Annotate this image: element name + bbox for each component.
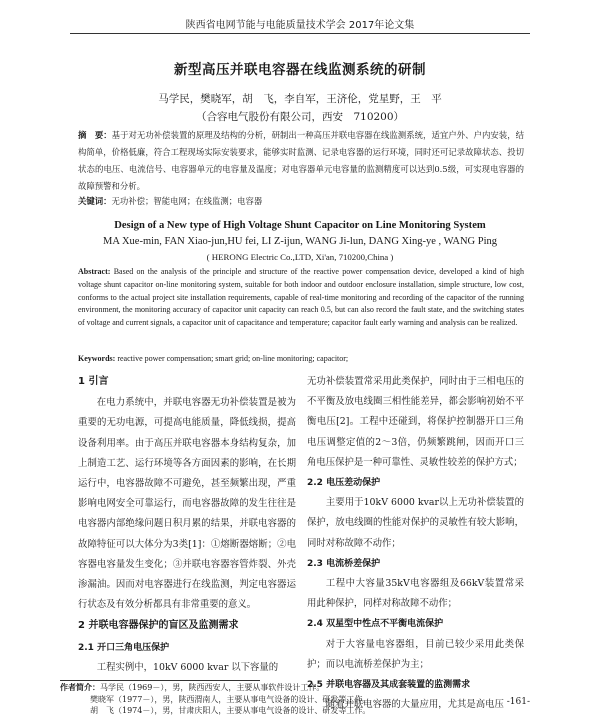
running-header: 陕西省电网节能与电能质量技术学会 2017年论文集 [185,20,415,31]
subsection-2-2-heading: 2.2 电压差动保护 [307,478,381,489]
keywords-cn-label: 关键词： [78,196,112,206]
paragraph: 对于大容量电容器组，目前已较少采用此类保护；而以电流桥差保护为主； [307,638,524,670]
footnote-row [60,682,530,694]
abstract-cn-label: 摘 要： [78,130,112,140]
footnote-text: 马学民（1969－），男，陕西西安人，主要从事软件设计工作。 [100,683,325,692]
section-1-heading: 1 引言 [78,376,109,387]
section-2-heading: 2 并联电容器保护的盲区及监测需求 [78,620,239,632]
subsection-2-5-heading: 2.5 并联电容器及其成套装置的监测需求 [307,680,471,691]
footnote-rule [60,680,260,681]
paragraph: 工程实例中，10kV 6000 kvar 以下容量的 [96,661,279,673]
footnote-text: 樊晓军（1977－），男，陕西渭南人，主要从事电气设备的设计、研发等工作。 [90,694,371,704]
paragraph: 无功补偿装置常采用此类保护，同时由于三相电压的不平衡及放电线圈三相性能差异，都会影响初始不平衡电压[2]。工程中还碰到，将保护控制器开口三角电压调整定值的2～3倍，仍频繁跳闸，因而开口三角电压保护是一种可靠性、灵敏性较差的保护方式； [307,376,524,468]
keywords-cn [78,195,524,207]
footnote-text: 胡 飞（1974－），男，甘肃庆阳人，主要从事电气设备的设计、研发等工作。 [90,706,371,715]
subsection-2-4-heading: 2.4 双星型中性点不平衡电流保护 [307,619,444,630]
keywords-cn-text: 无功补偿；智能电网；在线监测；电容器 [111,196,263,206]
authors-cn: 马学民，樊晓军，胡 飞，李自军，王济伦，党星野，王 平 [158,93,442,105]
affiliation-en: ( HERONG Electric Co.,LTD, Xi'an, 710200,China ) [206,252,394,262]
paragraph: 随着并联电容器的大量应用，尤其是高电压 [325,699,504,711]
abstract-en-label: Abstract: [78,267,111,276]
body-column-right [307,372,524,715]
paper-title-cn: 新型高压并联电容器在线监测系统的研制 [174,62,426,78]
abstract-en [78,266,524,330]
abstract-cn [78,127,524,195]
author-bio-footnote [60,682,530,717]
paragraph: 在电力系统中，并联电容器无功补偿装置是被为重要的无功电源，可提高电能质量，降低线损，提高设备利用率。由于高压并联电容器本身结构复杂，加上制造工艺、运行环境等各方面因素的影响，在长期运行中，电容器故障不可避免，甚至频繁出现，严重影响电网安全可靠运行，而电容器故障的发生往往是电容器内部绝缘问题日积月累的结果，并联电容器的故障特征可以大体分为3类[1]：①熔断器熔断；②电容器电容量发生变化；③并联电容器容管炸裂、外壳渗漏油。因而对电容器进行在线监测，判定电容器运行状态及有效分析都具有非常重要的意义。 [78,397,296,611]
keywords-en-label: Keywords: [78,354,116,363]
subsection-2-1-heading: 2.1 开口三角电压保护 [78,642,170,653]
affiliation-cn: （合容电气股份有限公司，西安 710200） [195,111,405,123]
keywords-en-text: reactive power compensation; smart grid; on-line monitoring; capacitor; [115,354,349,363]
authors-en: MA Xue-min, FAN Xiao-jun,HU fei, LI Z-ijun, WANG Ji-lun, DANG Xing-ye , WANG Ping [102,236,497,247]
subsection-2-3-heading: 2.3 电流桥差保护 [307,558,381,569]
header-rule [70,33,530,34]
keywords-en [78,354,524,363]
abstract-cn-text: 基于对无功补偿装置的原理及结构的分析，研制出一种高压并联电容器在线监测系统，适宜户外、户内安装，结构简单，价格低廉，符合工程现场实际安装要求，能够实时监测、记录电容器的运行环境，同时还可记录故障状态、投切状态的电压、电流信号、电容器单元的电容量及温度；对电容器单元电容量的监测精度可以达到0.5级，可实现电容器的故障预警和分析。 [78,130,525,191]
abstract-en-text: Based on the analysis of the principle and structure of the reactive power compensation device, developed a kind of high voltage shunt capacitor on-line monitoring system, suitable for both indoor and outdoor enclosure installation, simple structure, low cost, conforms to the actual project site installation requirements, capable of real-time monitoring and recording of the capacitor of the running environment, the monitoring accuracy of capacitor unit capacity can reach 0.5, but can also record the fault state, and the switching states of voltage and current signals, a capacitor unit of capacitance and temperature; capacitor fault early warning and analysis can be realized. [78,267,524,328]
footnote-row [60,694,530,706]
paragraph: 主要用于10kV 6000 kvar以上无功补偿装置的保护，放电线圈的性能对保护的灵敏性有较大影响，同时对称故障不动作； [307,497,524,549]
page-number: -161- [506,697,530,707]
paper-title-en: Design of a New type of High Voltage Shunt Capacitor on Line Monitoring System [114,220,486,231]
body-column-left [78,371,296,678]
paragraph: 工程中大容量35kV电容器组及66kV装置常采用此种保护，同样对称故障不动作； [307,578,524,610]
footnote-label: 作者简介： [60,683,100,692]
